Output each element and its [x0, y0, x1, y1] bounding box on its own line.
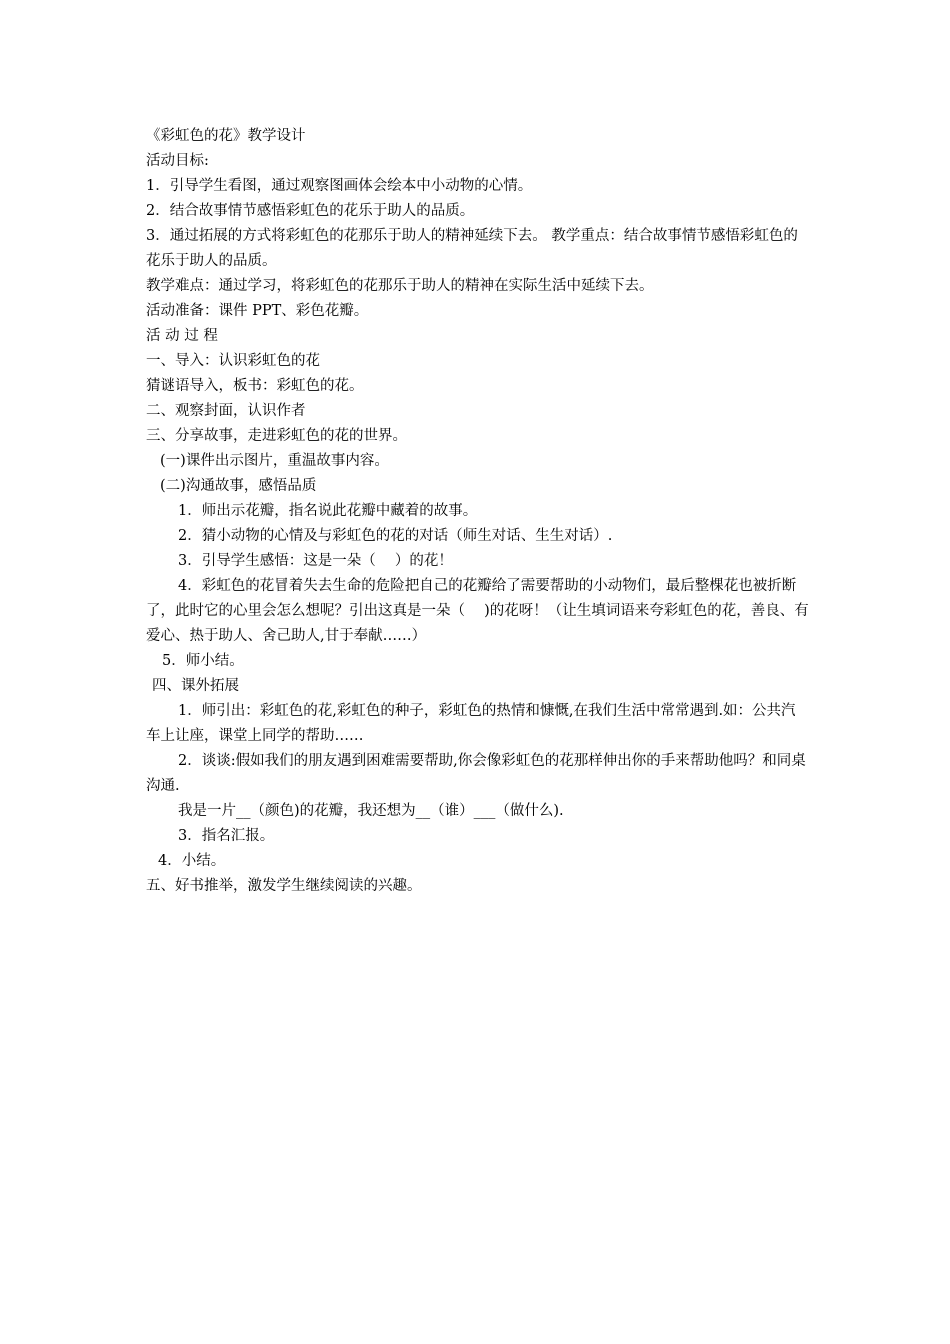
- subsection-heading: (二)沟通故事，感悟品质: [160, 478, 317, 494]
- section-paragraph: 猜谜语导入，板书：彩虹色的花。: [146, 378, 364, 394]
- difficulty-paragraph: 教学难点：通过学习，将彩虹色的花那乐于助人的精神在实际生活中延续下去。: [146, 278, 654, 294]
- list-item: 1．师引出：彩虹色的花,彩虹色的种子，彩虹色的热情和慷慨,在我们生活中常常遇到.如：公共汽车上让座，课堂上同学的帮助……: [146, 703, 796, 744]
- preparation-paragraph: 活动准备：课件 PPT、彩色花瓣。: [146, 303, 369, 319]
- section-heading: 五、好书推举，激发学生继续阅读的兴趣。: [146, 878, 422, 894]
- list-item: 4．彩虹色的花冒着失去生命的危险把自己的花瓣给了需要帮助的小动物们，最后整棵花也被折断了，此时它的心里会怎么想呢？引出这真是一朵（ )的花呀！（让生填词语来夸彩虹色的花，善良、有爱心、热于助人、舍己助人,甘于奉献……）: [146, 578, 809, 644]
- document-body: [146, 124, 810, 899]
- list-item: 3．指名汇报。: [178, 828, 275, 844]
- document-title: 《彩虹色的花》教学设计: [146, 128, 306, 144]
- goal-item: 3．通过拓展的方式将彩虹色的花那乐于助人的精神延续下去。 教学重点：结合故事情节感悟彩虹色的花乐于助人的品质。: [146, 228, 798, 269]
- list-item: 3．引导学生感悟：这是一朵（ ）的花！: [178, 553, 453, 569]
- list-item: 2．猜小动物的心情及与彩虹色的花的对话（师生对话、生生对话）.: [178, 528, 613, 544]
- list-item: 4．小结。: [158, 853, 226, 869]
- list-item: 2．谈谈:假如我们的朋友遇到困难需要帮助,你会像彩虹色的花那样伸出你的手来帮助他吗？和同桌沟通.: [146, 753, 806, 794]
- section-heading: 四、课外拓展: [152, 678, 239, 694]
- goals-heading: 活动目标:: [146, 153, 209, 169]
- goal-item: 1．引导学生看图，通过观察图画体会绘本中小动物的心情。: [146, 178, 533, 194]
- goal-item: 2．结合故事情节感悟彩虹色的花乐于助人的品质。: [146, 203, 475, 219]
- fill-in-sentence: 我是一片__（颜色)的花瓣，我还想为__（谁）___（做什么).: [178, 803, 564, 819]
- process-heading: 活 动 过 程: [146, 328, 218, 344]
- section-heading: 一、导入：认识彩虹色的花: [146, 353, 320, 369]
- section-heading: 三、分享故事，走进彩虹色的花的世界。: [146, 428, 407, 444]
- section-heading: 二、观察封面，认识作者: [146, 403, 306, 419]
- list-item: 1．师出示花瓣，指名说此花瓣中藏着的故事。: [178, 503, 478, 519]
- list-item: 5．师小结。: [162, 653, 244, 669]
- subsection-heading: (一)课件出示图片，重温故事内容。: [160, 453, 389, 469]
